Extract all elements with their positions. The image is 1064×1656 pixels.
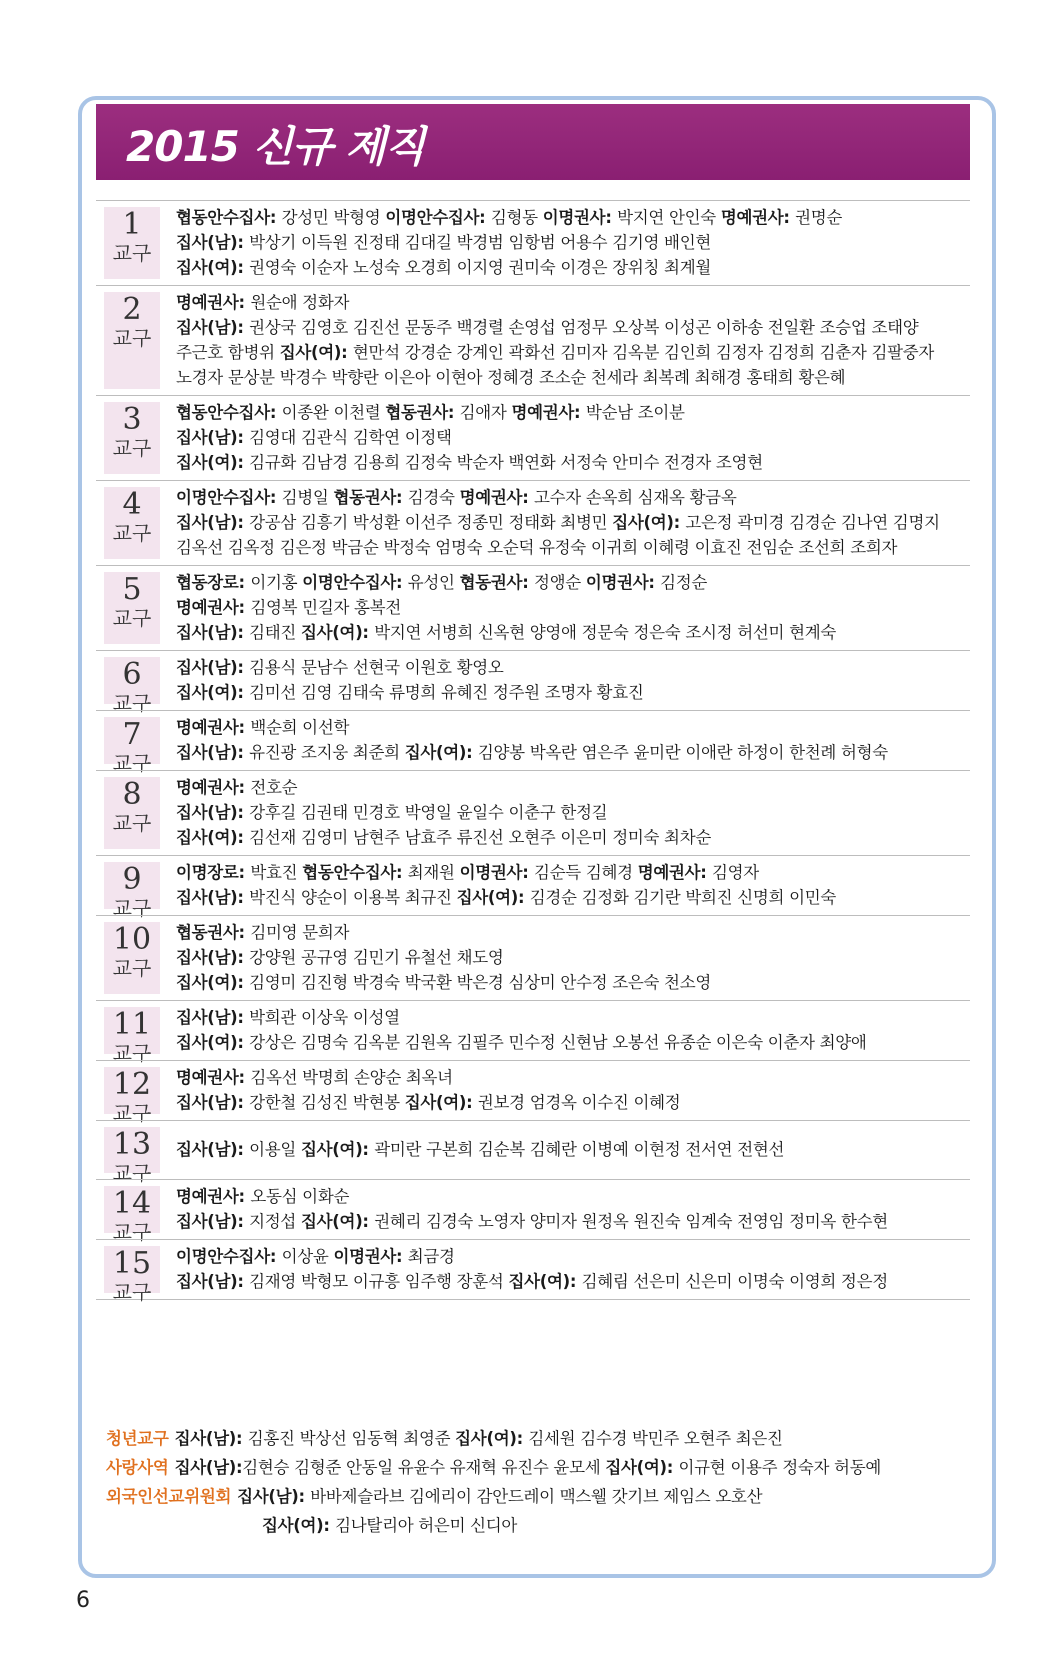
district-number-box bbox=[104, 1127, 160, 1185]
member-names: 이기홍 bbox=[250, 573, 303, 592]
district-number: 9 bbox=[122, 862, 142, 897]
role-label: 명예권사: bbox=[511, 403, 586, 422]
member-names: 강상은 김명숙 김옥분 김원옥 김필주 민수정 신현남 오봉선 유종순 이은숙 이춘자 최양애 bbox=[249, 1033, 867, 1052]
member-line bbox=[176, 400, 970, 425]
district-members bbox=[176, 286, 970, 395]
member-line bbox=[176, 1065, 970, 1090]
role-label: 집사(남): bbox=[176, 658, 250, 677]
member-names: 권혜리 김경숙 노영자 양미자 원정옥 원진숙 임계숙 전영임 정미옥 한수현 bbox=[374, 1212, 888, 1231]
member-names: 최재원 bbox=[407, 863, 460, 882]
page-title: 2015 신규 제직 bbox=[126, 122, 425, 171]
member-line bbox=[176, 1090, 970, 1115]
role-label: 집사(여): bbox=[508, 1272, 582, 1291]
title-banner bbox=[96, 104, 970, 180]
district-label: 교구 bbox=[112, 956, 152, 980]
district-number: 4 bbox=[122, 487, 142, 522]
member-names: 유진광 조지웅 최준희 bbox=[249, 743, 405, 762]
district-row bbox=[96, 565, 970, 650]
member-names: 전호순 bbox=[250, 778, 298, 797]
member-names: 박진식 양순이 이용복 최규진 bbox=[249, 888, 457, 907]
member-names: 박희관 이상욱 이성열 bbox=[249, 1008, 400, 1027]
district-members bbox=[176, 1180, 970, 1239]
district-label: 교구 bbox=[112, 811, 152, 835]
role-label: 집사(남): bbox=[176, 888, 250, 907]
member-names: 김영복 민길자 홍복전 bbox=[250, 598, 401, 617]
member-names: 권상국 김영호 김진선 문동주 백경렬 손영섭 엄정무 오상복 이성곤 이하송 전일환 조승업 조태양 bbox=[249, 318, 919, 337]
member-line bbox=[176, 1030, 970, 1055]
district-label: 교구 bbox=[112, 521, 152, 545]
district-row bbox=[96, 855, 970, 920]
member-names: 박지연 안인숙 bbox=[617, 208, 721, 227]
district-number-box bbox=[104, 207, 160, 279]
role-label: 집사(여): bbox=[404, 743, 478, 762]
member-line bbox=[176, 315, 970, 340]
district-members bbox=[176, 651, 970, 710]
district-list bbox=[96, 200, 970, 1304]
role-label: 이명안수집사: bbox=[176, 488, 282, 507]
member-names: 원순애 정화자 bbox=[250, 293, 350, 312]
district-label: 교구 bbox=[112, 751, 152, 775]
district-members bbox=[176, 771, 970, 855]
member-names: 김홍진 박상선 임동혁 최영준 bbox=[247, 1429, 456, 1448]
district-row bbox=[96, 1239, 970, 1304]
member-line bbox=[176, 485, 970, 510]
role-label: 집사(여): bbox=[404, 1093, 478, 1112]
member-line bbox=[176, 535, 970, 560]
role-label: 집사(여): bbox=[301, 623, 375, 642]
member-names: 김용식 문남수 선현국 이원호 황영오 bbox=[249, 658, 504, 677]
district-number: 14 bbox=[112, 1186, 152, 1221]
special-group-category: 사랑사역 bbox=[106, 1458, 169, 1477]
district-row bbox=[96, 1120, 970, 1185]
role-label: 집사(남): bbox=[176, 233, 250, 252]
district-number: 8 bbox=[122, 777, 142, 812]
role-label: 집사(여): bbox=[262, 1516, 336, 1535]
member-names: 정앵순 bbox=[533, 573, 586, 592]
member-names: 이규현 이용주 정숙자 허동예 bbox=[678, 1458, 881, 1477]
member-names: 김혜림 선은미 신은미 이명숙 이영희 정은정 bbox=[581, 1272, 888, 1291]
role-label: 집사(여): bbox=[176, 828, 250, 847]
member-names: 김옥선 박명희 손양순 최옥녀 bbox=[250, 1068, 453, 1087]
member-names: 김현승 김형준 안동일 유윤수 유재혁 유진수 윤모세 bbox=[242, 1458, 606, 1477]
role-label: 집사(남): bbox=[176, 428, 250, 447]
member-line bbox=[176, 230, 970, 255]
member-names: 현만석 강경순 강계인 곽화선 김미자 김옥분 김인희 김정자 김정희 김춘자 김팔중자 bbox=[352, 343, 935, 362]
district-number-box bbox=[104, 1007, 160, 1065]
member-names: 강성민 박형영 bbox=[281, 208, 386, 227]
member-names: 김영대 김관식 김학연 이정택 bbox=[249, 428, 452, 447]
district-row bbox=[96, 1179, 970, 1244]
district-row bbox=[96, 395, 970, 480]
member-names: 김양봉 박옥란 염은주 윤미란 이애란 하정이 한천례 허형숙 bbox=[477, 743, 888, 762]
member-names: 김규화 김남경 김용희 김정숙 박순자 백연화 서정숙 안미수 전경자 조영현 bbox=[249, 453, 763, 472]
member-names: 강공삼 김흥기 박성환 이선주 정종민 정태화 최병민 bbox=[249, 513, 613, 532]
member-names: 백순희 이선학 bbox=[250, 718, 350, 737]
member-line bbox=[176, 920, 970, 945]
member-line bbox=[176, 860, 970, 885]
role-label: 이명장로: bbox=[176, 863, 251, 882]
role-label: 집사(남): bbox=[176, 513, 250, 532]
district-row bbox=[96, 200, 970, 285]
member-line bbox=[176, 205, 970, 230]
role-label: 집사(여): bbox=[456, 888, 530, 907]
member-names: 고은정 곽미경 김경순 김나연 김명지 bbox=[685, 513, 940, 532]
district-row bbox=[96, 285, 970, 395]
role-label: 집사(여): bbox=[176, 453, 250, 472]
member-names: 김정순 bbox=[660, 573, 708, 592]
member-names: 김영미 김진형 박경숙 박국환 박은경 심상미 안수정 조은숙 천소영 bbox=[249, 973, 711, 992]
district-number-box bbox=[104, 402, 160, 474]
district-label: 교구 bbox=[112, 1280, 152, 1304]
member-names: 김태진 bbox=[249, 623, 302, 642]
district-number-box bbox=[104, 1067, 160, 1125]
district-members bbox=[176, 1001, 970, 1060]
member-line bbox=[176, 970, 970, 995]
member-names: 이용일 bbox=[249, 1140, 302, 1159]
member-line bbox=[176, 715, 970, 740]
district-number-box bbox=[104, 292, 160, 389]
district-number-box bbox=[104, 717, 160, 775]
role-label: 명예권사: bbox=[176, 598, 251, 617]
role-label: 집사(남): bbox=[237, 1487, 311, 1506]
member-line bbox=[176, 740, 970, 765]
member-names: 노경자 문상분 박경수 박향란 이은아 이현아 정혜경 조소순 천세라 최복례 최해경 홍태희 황은혜 bbox=[176, 368, 846, 387]
role-label: 협동권사: bbox=[176, 923, 251, 942]
district-number: 11 bbox=[112, 1007, 152, 1042]
role-label: 집사(남): bbox=[176, 1093, 250, 1112]
district-members bbox=[176, 916, 970, 1000]
member-line bbox=[176, 800, 970, 825]
district-row bbox=[96, 710, 970, 775]
member-names: 주근호 함병위 bbox=[176, 343, 280, 362]
special-group-category: 외국인선교위원회 bbox=[106, 1487, 232, 1506]
district-number-box bbox=[104, 572, 160, 644]
role-label: 집사(여): bbox=[176, 683, 250, 702]
district-number: 5 bbox=[122, 572, 142, 607]
role-label: 집사(여): bbox=[301, 1140, 375, 1159]
special-group-line bbox=[106, 1511, 966, 1540]
role-label: 집사(여): bbox=[455, 1429, 529, 1448]
member-line bbox=[176, 425, 970, 450]
role-label: 이명안수집사: bbox=[176, 1247, 282, 1266]
role-label: 이명권사: bbox=[585, 573, 661, 592]
member-line bbox=[176, 1209, 970, 1234]
district-row bbox=[96, 480, 970, 565]
member-names: 김순득 김혜경 bbox=[533, 863, 638, 882]
special-group-line bbox=[106, 1453, 966, 1482]
role-label: 이명권사: bbox=[333, 1247, 408, 1266]
district-label: 교구 bbox=[112, 1161, 152, 1185]
member-names: 고수자 손옥희 심재옥 황금옥 bbox=[533, 488, 737, 507]
special-group-line bbox=[106, 1424, 966, 1453]
role-label: 명예권사: bbox=[459, 488, 534, 507]
member-line bbox=[176, 510, 970, 535]
role-label: 명예권사: bbox=[720, 208, 796, 227]
special-groups bbox=[106, 1424, 966, 1540]
district-members bbox=[176, 481, 970, 565]
role-label: 집사(남): bbox=[174, 1458, 243, 1477]
role-label: 명예권사: bbox=[176, 718, 251, 737]
district-row bbox=[96, 770, 970, 855]
role-label: 협동안수집사: bbox=[176, 403, 282, 422]
role-label: 집사(남): bbox=[176, 1140, 250, 1159]
role-label: 집사(남): bbox=[176, 948, 250, 967]
district-number-box bbox=[104, 922, 160, 994]
member-names: 강후길 김권태 민경호 박영일 윤일수 이춘구 한정길 bbox=[249, 803, 608, 822]
member-names: 김영자 bbox=[712, 863, 759, 882]
role-label: 집사(여): bbox=[301, 1212, 375, 1231]
member-names: 지정섭 bbox=[249, 1212, 302, 1231]
role-label: 집사(남): bbox=[176, 1272, 250, 1291]
district-number-box bbox=[104, 862, 160, 920]
district-number: 2 bbox=[122, 292, 142, 327]
member-names: 김형동 bbox=[490, 208, 543, 227]
district-label: 교구 bbox=[112, 1220, 152, 1244]
member-names: 유성인 bbox=[407, 573, 460, 592]
member-line bbox=[176, 1137, 970, 1162]
role-label: 명예권사: bbox=[176, 778, 251, 797]
role-label: 집사(남): bbox=[176, 743, 250, 762]
member-names: 이종완 이천렬 bbox=[281, 403, 386, 422]
member-line bbox=[176, 340, 970, 365]
member-line bbox=[176, 595, 970, 620]
member-line bbox=[176, 655, 970, 680]
district-number-box bbox=[104, 487, 160, 559]
district-label: 교구 bbox=[112, 1041, 152, 1065]
district-row bbox=[96, 1000, 970, 1065]
district-number-box bbox=[104, 1246, 160, 1304]
district-row bbox=[96, 915, 970, 1000]
member-line bbox=[176, 885, 970, 910]
district-number: 7 bbox=[122, 717, 142, 752]
member-names: 김선재 김영미 남현주 남효주 류진선 오현주 이은미 정미숙 최차순 bbox=[249, 828, 711, 847]
district-number: 12 bbox=[112, 1067, 152, 1102]
district-number-box bbox=[104, 777, 160, 849]
member-names: 김세원 김수경 박민주 오현주 최은진 bbox=[528, 1429, 783, 1448]
role-label: 협동안수집사: bbox=[176, 208, 282, 227]
role-label: 집사(남): bbox=[176, 803, 250, 822]
member-names: 김나탈리아 허은미 신디아 bbox=[335, 1516, 518, 1535]
role-label: 집사(남): bbox=[174, 1429, 248, 1448]
district-label: 교구 bbox=[112, 436, 152, 460]
page-number: 6 bbox=[76, 1588, 90, 1613]
member-names: 오동심 이화순 bbox=[250, 1187, 350, 1206]
member-names: 김미선 김영 김태숙 류명희 유혜진 정주원 조명자 황효진 bbox=[249, 683, 644, 702]
role-label: 집사(남): bbox=[176, 1212, 250, 1231]
member-names: 김재영 박형모 이규흥 임주행 장훈석 bbox=[249, 1272, 509, 1291]
role-label: 명예권사: bbox=[637, 863, 712, 882]
role-label: 집사(여): bbox=[176, 973, 250, 992]
role-label: 집사(남): bbox=[176, 623, 250, 642]
member-names: 박지연 서병희 신옥현 양영애 정문숙 정은숙 조시정 허선미 현계숙 bbox=[374, 623, 836, 642]
district-number-box bbox=[104, 1186, 160, 1244]
role-label: 협동권사: bbox=[385, 403, 460, 422]
role-label: 집사(남): bbox=[176, 318, 250, 337]
district-label: 교구 bbox=[112, 896, 152, 920]
special-group-line bbox=[106, 1482, 966, 1511]
role-label: 협동권사: bbox=[459, 573, 534, 592]
district-number: 6 bbox=[122, 657, 142, 692]
district-number: 10 bbox=[112, 922, 152, 957]
district-members bbox=[176, 856, 970, 915]
member-names: 박효진 bbox=[250, 863, 303, 882]
member-names: 박순남 조이분 bbox=[585, 403, 685, 422]
member-names: 김경숙 bbox=[407, 488, 460, 507]
role-label: 집사(남): bbox=[176, 1008, 250, 1027]
role-label: 집사(여): bbox=[176, 258, 250, 277]
role-label: 이명권사: bbox=[542, 208, 618, 227]
district-number: 15 bbox=[112, 1246, 152, 1281]
district-members bbox=[176, 396, 970, 480]
member-line bbox=[176, 620, 970, 645]
role-label: 협동안수집사: bbox=[302, 863, 408, 882]
role-label: 집사(여): bbox=[605, 1458, 679, 1477]
member-names: 곽미란 구본희 김순복 김혜란 이병예 이현정 전서연 전현선 bbox=[374, 1140, 785, 1159]
district-row bbox=[96, 650, 970, 715]
special-group-category: 청년교구 bbox=[106, 1429, 169, 1448]
member-line bbox=[176, 570, 970, 595]
district-members bbox=[176, 1061, 970, 1120]
district-number: 13 bbox=[112, 1127, 152, 1162]
district-label: 교구 bbox=[112, 606, 152, 630]
role-label: 이명안수집사: bbox=[302, 573, 408, 592]
member-names: 강양원 공규영 김민기 유철선 채도영 bbox=[249, 948, 504, 967]
district-members bbox=[176, 1240, 970, 1299]
district-members bbox=[176, 566, 970, 650]
district-label: 교구 bbox=[112, 241, 152, 265]
member-names: 박상기 이득원 진정태 김대길 박경범 임항범 어용수 김기영 배인현 bbox=[249, 233, 711, 252]
district-number: 3 bbox=[122, 402, 142, 437]
member-line bbox=[176, 1244, 970, 1269]
member-names: 권명순 bbox=[795, 208, 843, 227]
member-names: 김경순 김정화 김기란 박희진 신명희 이민숙 bbox=[529, 888, 836, 907]
district-members bbox=[176, 1121, 970, 1179]
member-line bbox=[176, 450, 970, 475]
member-line bbox=[176, 290, 970, 315]
role-label: 협동장로: bbox=[176, 573, 251, 592]
member-names: 이상윤 bbox=[281, 1247, 334, 1266]
member-line bbox=[176, 255, 970, 280]
district-row bbox=[96, 1060, 970, 1125]
member-names: 바바제슬라브 김에리이 감안드레이 맥스웰 갓기브 제임스 오호산 bbox=[310, 1487, 763, 1506]
member-names: 최금경 bbox=[407, 1247, 455, 1266]
district-label: 교구 bbox=[112, 1101, 152, 1125]
district-members bbox=[176, 711, 970, 770]
member-line bbox=[176, 680, 970, 705]
member-names: 강한철 김성진 박현봉 bbox=[249, 1093, 405, 1112]
member-line bbox=[176, 1269, 970, 1294]
role-label: 집사(여): bbox=[279, 343, 353, 362]
role-label: 집사(여): bbox=[176, 1033, 250, 1052]
district-members bbox=[176, 201, 970, 285]
member-names: 권보경 엄경옥 이수진 이혜정 bbox=[477, 1093, 681, 1112]
district-label: 교구 bbox=[112, 326, 152, 350]
district-number: 1 bbox=[122, 207, 142, 242]
role-label: 명예권사: bbox=[176, 293, 251, 312]
member-names: 김미영 문희자 bbox=[250, 923, 350, 942]
district-number-box bbox=[104, 657, 160, 715]
member-line bbox=[176, 945, 970, 970]
member-line bbox=[176, 1005, 970, 1030]
role-label: 명예권사: bbox=[176, 1068, 251, 1087]
role-label: 집사(여): bbox=[612, 513, 686, 532]
member-names: 김애자 bbox=[459, 403, 512, 422]
role-label: 명예권사: bbox=[176, 1187, 251, 1206]
district-label: 교구 bbox=[112, 691, 152, 715]
member-line bbox=[176, 775, 970, 800]
member-names: 김병일 bbox=[281, 488, 334, 507]
member-line bbox=[176, 365, 970, 390]
member-line bbox=[176, 1184, 970, 1209]
member-names: 김옥선 김옥정 김은정 박금순 박정숙 엄명숙 오순덕 유정숙 이귀희 이혜령 이효진 전임순 조선희 조희자 bbox=[176, 538, 898, 557]
member-names: 권영숙 이순자 노성숙 오경희 이지영 권미숙 이경은 장위칭 최계월 bbox=[249, 258, 711, 277]
role-label: 이명안수집사: bbox=[385, 208, 491, 227]
role-label: 협동권사: bbox=[333, 488, 408, 507]
role-label: 이명권사: bbox=[459, 863, 534, 882]
member-line bbox=[176, 825, 970, 850]
